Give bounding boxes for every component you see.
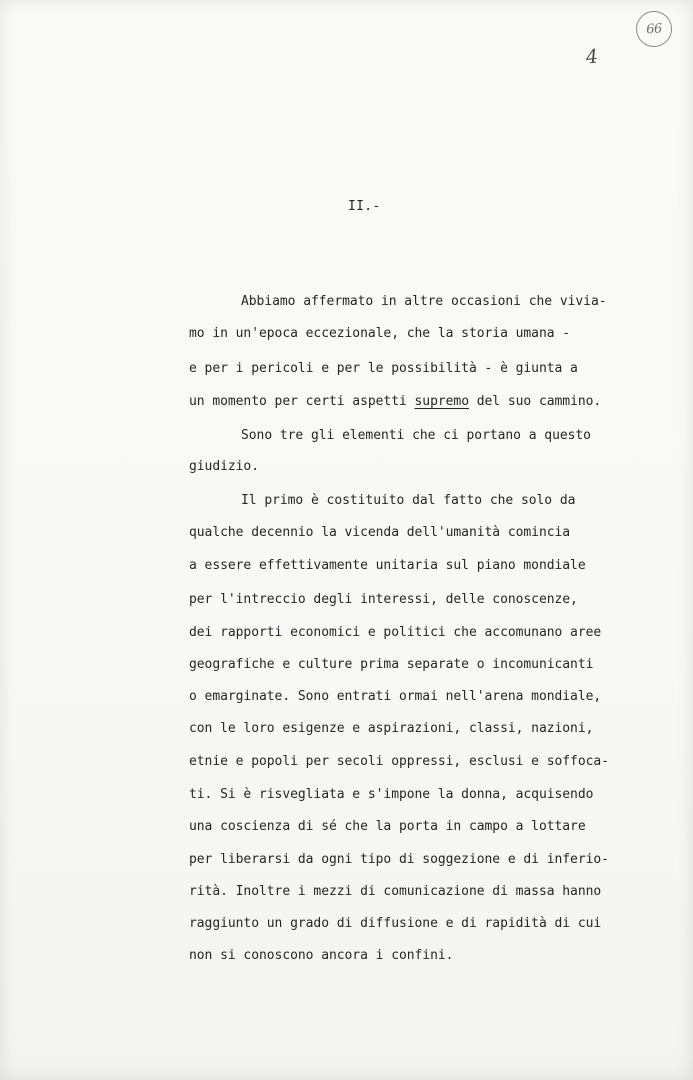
text-line: ti. Si è risvegliata e s'impone la donna, acquisendo (189, 787, 594, 802)
text-line: a essere effettivamente unitaria sul piano mondiale (189, 558, 586, 573)
underlined-word: supremo (414, 394, 469, 409)
text-line: Il primo è costituito dal fatto che solo da (241, 493, 576, 508)
text-line: per l'intreccio degli interessi, delle conoscenze, (189, 592, 578, 607)
text-line: con le loro esigenze e aspirazioni, classi, nazioni, (189, 721, 594, 736)
text-line: e per i pericoli e per le possibilità - è giunta a (189, 361, 578, 376)
text-line: rità. Inoltre i mezzi di comunicazione di massa hanno (189, 884, 602, 899)
text-line: non si conoscono ancora i confini. (189, 948, 454, 963)
section-heading: II.- (348, 199, 381, 214)
text-line: raggiunto un grado di diffusione e di rapidità di cui (189, 916, 602, 931)
text-span: un momento per certi aspetti (189, 394, 415, 409)
text-line: geografiche e culture prima separate o incomunicanti (189, 657, 594, 672)
text-line: o emarginate. Sono entrati ormai nell'arena mondiale, (189, 689, 602, 704)
text-line: mo in un'epoca eccezionale, che la storia umana - (189, 326, 571, 341)
text-span: del suo cammino. (468, 394, 602, 409)
text-line: Abbiamo affermato in altre occasioni che vivia- (241, 294, 607, 309)
text-line: giudizio. (189, 459, 259, 474)
text-line: qualche decennio la vicenda dell'umanità comincia (189, 525, 571, 540)
text-line: una coscienza di sé che la porta in campo a lottare (189, 819, 586, 834)
circled-archive-number: 66 (635, 10, 673, 48)
text-line: etnie e popoli per secoli oppressi, esclusi e soffoca- (189, 754, 609, 769)
text-line (189, 394, 601, 410)
text-line: per liberarsi da ogni tipo di soggezione e di inferio- (189, 852, 609, 867)
handwritten-page-number: 4 (584, 45, 600, 69)
text-line: dei rapporti economici e politici che accomunano aree (189, 625, 602, 640)
text-line: Sono tre gli elementi che ci portano a questo (241, 428, 591, 443)
